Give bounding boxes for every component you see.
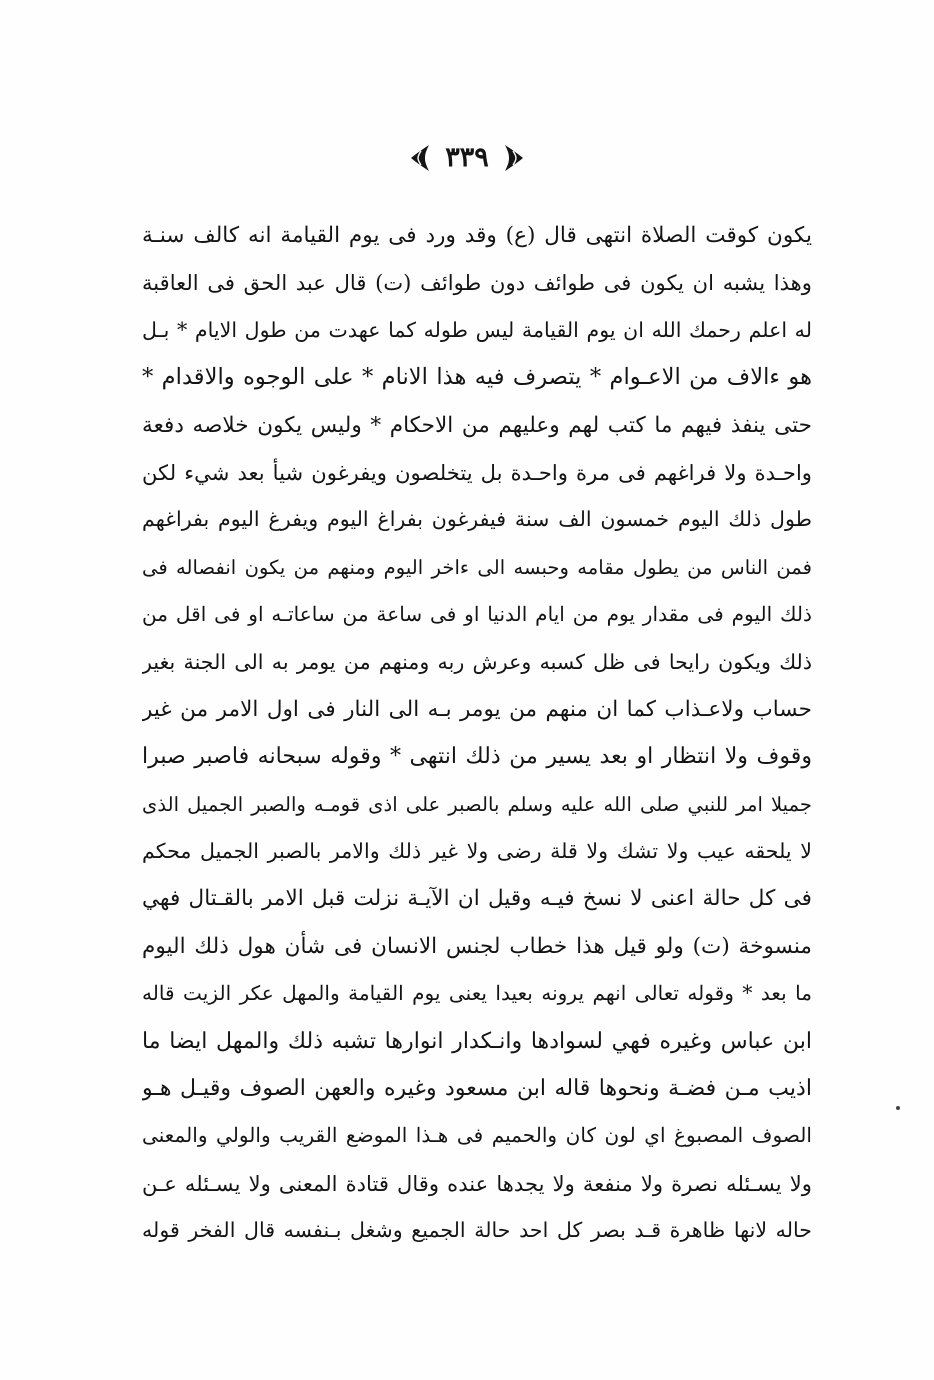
text-line: وهذا يشبه ان يكون فى طوائف دون طوائف (ت) قال عبد الحق فى العاقبة xyxy=(142,270,812,296)
text-line: فمن الناس من يطول مقامه وحبسه الى ءاخر اليوم ومنهم من يكون انفصاله فى xyxy=(142,555,812,579)
text-line: الصوف المصبوغ اي لون كان والحميم فى هـذا الموضع القريب والولي والمعنى xyxy=(142,1123,812,1148)
right-pointing-ornament-icon xyxy=(503,143,525,173)
text-line: حساب ولاعـذاب كما ان منهم من يومر بـه الى النار فى اول الامر من غير xyxy=(142,696,812,722)
text-line: ما بعد * وقوله تعالى انهم يرونه بعيدا يعنى يوم القيامة والمهل عكر الزيت قاله xyxy=(142,981,812,1006)
text-line: واحـدة ولا فراغهم فى مرة واحـدة بل يتخلصون ويفرغون شيأ بعد شيء لكن xyxy=(142,459,812,485)
text-line: منسوخة (ت) ولو قيل هذا خطاب لجنس الانسان فى شأن هول ذلك اليوم xyxy=(142,933,812,959)
text-line: وقوف ولا انتظار او بعد يسير من ذلك انتهى * وقوله سبحانه فاصبر صبرا xyxy=(142,743,812,770)
text-line: ذلك ويكون رايحا فى ظل كسبه وعرش ربه ومنهم من يومر به الى الجنة بغير xyxy=(142,649,812,674)
page-body-text xyxy=(142,212,812,1255)
text-line: لا يلحقه عيب ولا تشك ولا قلة رضى ولا غير ذلك والامر بالصبر الجميل محكم xyxy=(142,839,812,864)
page-number: ٣٣٩ xyxy=(445,142,489,173)
text-line: ذلك اليوم فى مقدار يوم من ايام الدنيا او فى ساعة من ساعاتـه او فى اقل من xyxy=(142,602,812,627)
text-line: ولا يسـئله نصرة ولا منفعة ولا يجدها عنده وقال قتادة المعنى ولا يسـئله عـن xyxy=(142,1170,812,1196)
text-line: حتى ينفذ فيهم ما كتب لهم وعليهم من الاحكام * وليس يكون خلاصه دفعة xyxy=(142,412,812,438)
text-line: يكون كوقت الصلاة انتهى قال (ع) وقد ورد فى يوم القيامة انه كالف سنـة xyxy=(142,223,812,248)
page-header xyxy=(0,136,934,180)
print-speck xyxy=(896,1106,900,1110)
left-pointing-ornament-icon xyxy=(409,143,431,173)
text-line: هو ءالاف من الاعـوام * يتصرف فيه هذا الانام * على الوجوه والاقدام * xyxy=(142,364,812,391)
text-line: ابن عباس وغيره فهي لسوادها وانـكدار انوارها تشبه ذلك والمهل ايضا ما xyxy=(142,1027,812,1054)
text-line: طول ذلك اليوم خمسون الف سنة فيفرغون بفراغ اليوم ويفرغ اليوم بفراغهم xyxy=(142,507,812,532)
text-line: حاله لانها ظاهرة قـد بصر كل احد حالة الجميع وشغل بـنفسه قال الفخر قوله xyxy=(142,1218,812,1243)
text-line: اذيب مـن فضـة ونحوها قاله ابن مسعود وغيره والعهن الصوف وقيـل هـو xyxy=(142,1075,812,1102)
text-line: جميلا امر للنبي صلى الله عليه وسلم بالصبر على اذى قومـه والصبر الجميل الذى xyxy=(142,792,812,816)
text-line: فى كل حالة اعنى لا نسخ فيـه وقيل ان الآيـة نزلت قبل الامر بالقـتال فهي xyxy=(142,886,812,912)
text-line: له اعلم رحمك الله ان يوم القيامة ليس طوله كما عهدت من طول الايام * بـل xyxy=(142,317,812,342)
